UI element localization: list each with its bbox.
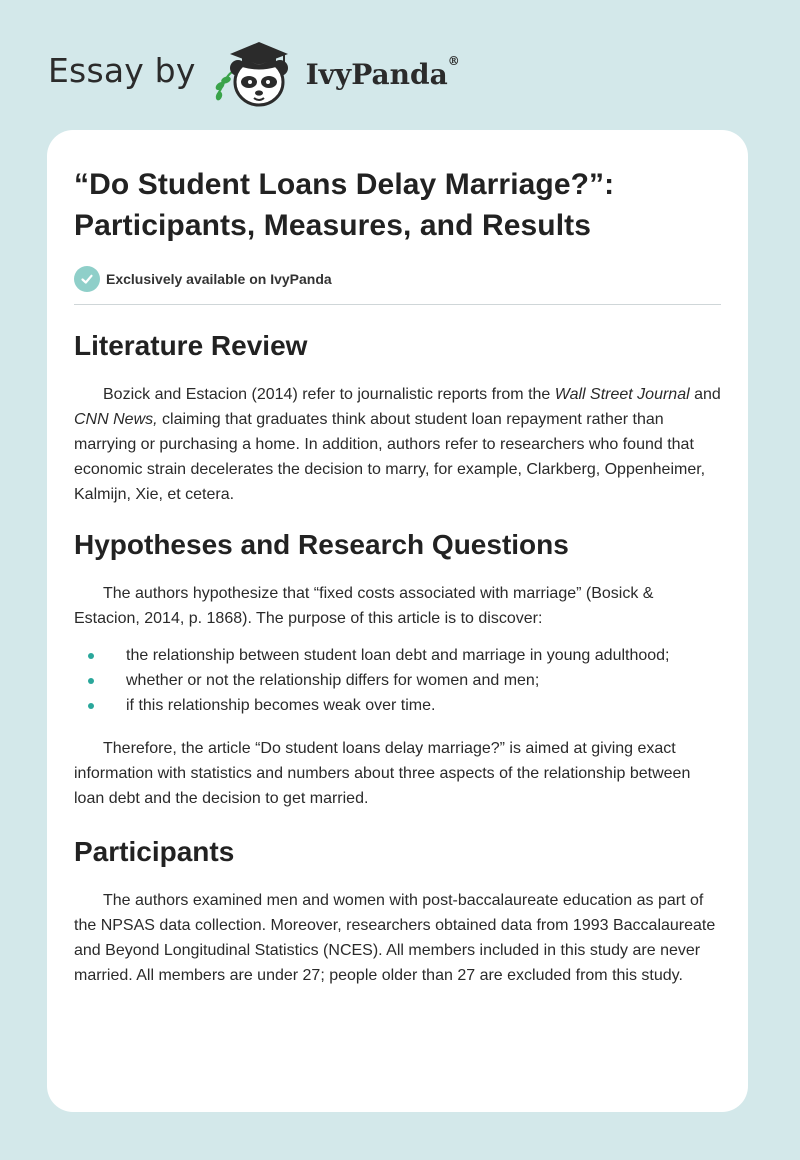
badge-text: Exclusively available on IvyPanda	[106, 271, 332, 287]
exclusive-badge	[74, 265, 721, 293]
bullet-dot	[88, 653, 94, 659]
section-heading-participants: Participants	[74, 836, 235, 867]
source-wsj: Wall Street Journal	[554, 386, 690, 403]
paragraph-conclusion: Therefore, the article “Do student loans delay marriage?” is aimed at giving exact information with statistics and numbers about three aspects of the relationship between loan debt and the decision to get married.	[74, 740, 691, 807]
page-title: “Do Student Loans Delay Marriage?”: Participants, Measures, and Results	[74, 168, 615, 242]
paragraph-participants: The authors examined men and women with post-baccalaureate education as part of the NPSAS data collection. Moreover, researchers obtained data from 1993 Baccalaureate and Beyond Longitudinal Statistics (NCES). All members included in this study are never married. All members are under 27; people older than 27 are excluded from this study.	[74, 892, 716, 984]
list-item: whether or not the relationship differs for women and men;	[74, 668, 721, 693]
section-heading-literature: Literature Review	[74, 330, 308, 361]
paragraph-hypotheses: The authors hypothesize that “fixed costs associated with marriage” (Bosick & Estacion, 2014, p. 1868). The purpose of this article is to discover:	[74, 585, 654, 627]
bullet-dot	[88, 678, 94, 684]
source-cnn: CNN News,	[74, 411, 158, 428]
research-questions-list	[74, 643, 721, 718]
paragraph-literature: Bozick and Estacion (2014) refer to journalistic reports from the Wall Street Journal and CNN News, claiming that graduates think about student loan repayment rather than marrying or purchasing a home. In addition, authors refer to researchers who found that economic strain decelerates the decision to marry, for example, Clarkberg, Oppenheimer, Kalmijn, Xie, et cetera.	[74, 386, 721, 503]
section-heading-hypotheses: Hypotheses and Research Questions	[74, 529, 569, 560]
brand-prefix: Essay by	[48, 50, 196, 90]
panda-graduation-cap-icon	[210, 34, 302, 110]
list-item: the relationship between student loan debt and marriage in young adulthood;	[74, 643, 721, 668]
list-item: if this relationship becomes weak over time.	[74, 693, 721, 718]
essay-card	[47, 130, 748, 1112]
bullet-dot	[88, 703, 94, 709]
checkmark-icon	[74, 266, 100, 292]
divider	[74, 304, 721, 305]
site-brand[interactable]	[48, 34, 460, 110]
brand-name: IvyPanda®	[305, 53, 460, 91]
